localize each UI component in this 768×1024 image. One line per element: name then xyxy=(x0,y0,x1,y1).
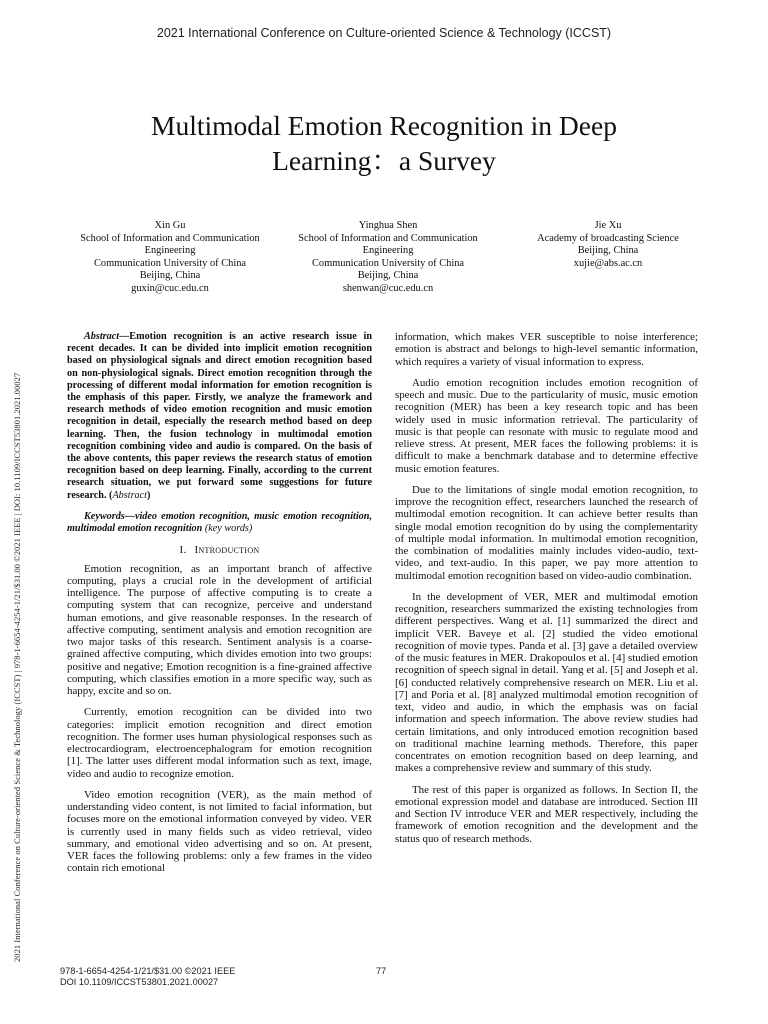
abstract-close: ) xyxy=(146,489,151,501)
title-line-2: Learning：a Survey xyxy=(272,145,496,176)
keywords-tail: (key words) xyxy=(204,523,253,535)
right-column xyxy=(395,331,698,854)
section-heading-introduction xyxy=(67,544,372,556)
author-name: Yinghua Shen xyxy=(358,220,418,231)
author-organization: Communication University of China xyxy=(311,257,465,269)
section-title: Introduction xyxy=(194,544,260,557)
author-affiliation: Engineering xyxy=(144,245,196,257)
footer-doi: DOI 10.1109/ICCST53801.2021.00027 xyxy=(60,977,219,987)
author-affiliation: School of Information and Communication xyxy=(80,232,260,244)
body-paragraph: information, which makes VER susceptible to noise interference; emotion is abstract and belongs to high-level semantic information, which requires a variety of visual information to express. xyxy=(395,331,698,368)
author-organization: Communication University of China xyxy=(93,257,247,269)
body-paragraph: In the development of VER, MER and multimodal emotion recognition, researchers summarized the existing technologies from different perspectives. Wang et al. [1] summarized the direct and implicit VER. Baveye et al. [2] studied the video emotional recognition of movie types. Panda et al. [3] gave a detailed overview of the music features in MER. Drakopoulos et al. [4] studied emotion recognition of speech signal in detail. Yang et al. [5] and Joseph et al. [6] conducted relatively comprehensive research on MER. Liu et al. [7] and Poria et al. [8] analyzed multimodal emotion recognition of text, video and audio, in which the emphasis was on facial information and speech information. The above review studies had certain limitations, and only introduced emotion recognition based on traditional machine learning methods. Therefore, this paper concentrates on emotion recognition based on deep learning, and makes a comprehensive review and summary of this study. xyxy=(395,590,698,775)
author-2 xyxy=(278,220,498,296)
author-1 xyxy=(60,220,280,296)
left-column xyxy=(67,331,372,884)
abstract xyxy=(67,331,372,502)
author-affiliation: School of Information and Communication xyxy=(298,232,478,244)
body-paragraph: Emotion recognition, as an important branch of affective computing, plays a crucial role in the development of artificial intelligence. The purpose of affective computing is to create a computing system that can recognize, perceive and understand human emotions, and give reasonable responses. In the research of affective computing, sentiment analysis and emotion recognition are two major tasks of this research. Sentiment analysis is a coarse-grained affective computing, which divides emotion into two groups: positive and negative; Emotion recognition is a fine-grained affective computing, which classifies emotion in a more specific way, such as happy, excite and so on. xyxy=(67,562,372,697)
author-city: Beijing, China xyxy=(139,270,201,282)
author-3 xyxy=(498,220,718,270)
body-paragraph: Video emotion recognition (VER), as the main method of understanding video content, is not limited to facial information, but focuses more on the emotional information conveyed by video. VER is currently used in many fields such as video retrieval, video summary, and emotional video advertising and so on. At present, VER faces the following problems: only a few frames in the video contain rich emotional xyxy=(67,788,372,875)
abstract-tail: Abstract xyxy=(112,489,147,501)
author-city: Beijing, China xyxy=(357,270,419,282)
body-paragraph: The rest of this paper is organized as follows. In Section II, the emotional expression model and database are introduced. Section III and Section IV introduce VER and MER respectively, including the framework of emotion recognition and the development and the status quo of research methods. xyxy=(395,783,698,845)
paper-title xyxy=(80,108,688,178)
title-line-1: Multimodal Emotion Recognition in Deep xyxy=(151,110,617,141)
body-paragraph: Currently, emotion recognition can be divided into two categories: implicit emotion recognition and direct emotion recognition. The former uses human physiological responses such as electrocardiogram, electroencephalogram for emotion recognition [1]. The latter uses different modal information such as text, image, video and audio to recognize emotion. xyxy=(67,706,372,780)
body-paragraph: Audio emotion recognition includes emotion recognition of speech and music. Due to the particularity of music, music emotion recognition (MER) has been a key research topic and has been widely used in music information retrieval. The particularity of music is that people can resonate with music to regulate mood and relieve stress. At present, MER faces the following problems: it is difficult to make a benchmark database and to determine effective music emotion features. xyxy=(395,376,698,475)
author-name: Jie Xu xyxy=(594,220,622,231)
author-affiliation: Academy of broadcasting Science xyxy=(537,232,679,244)
author-email[interactable]: guxin@cuc.edu.cn xyxy=(131,282,209,294)
abstract-text: —Emotion recognition is an active research issue in recent decades. It can be divided into implicit emotion recognition based on physiological signals and direct emotion recognition based on non-physiological signals. Direct emotion recognition through the processing of different modal information for emotion recognition is the emphasis of this paper. Firstly, we analyze the framework and research methods of video emotion recognition and music emotion recognition in detail, especially the research method based on deep learning. Then, the fusion technology in multimodal emotion recognition combining video and audio is compared. On the basis of the above contents, this paper reviews the research status of emotion recognition based on deep learning. Finally, according to the current research situation, we put forward some suggestions for future research. ( xyxy=(67,331,372,501)
section-number: I. xyxy=(179,544,187,557)
author-email[interactable]: shenwan@cuc.edu.cn xyxy=(342,282,434,294)
keywords xyxy=(67,511,372,535)
side-citation: 2021 International Conference on Culture-oriented Science & Technology (ICCST) | 978-1-6654-4254-1/21/$31.00 ©2021 IEEE | DOI: 10.1109/ICCST53801.2021.00027 xyxy=(13,372,22,962)
conference-header: 2021 International Conference on Culture-oriented Science & Technology (ICCST) xyxy=(156,26,612,40)
author-name: Xin Gu xyxy=(154,220,186,231)
footer-isbn: 978-1-6654-4254-1/21/$31.00 ©2021 IEEE xyxy=(60,966,236,976)
keywords-text: Keywords—video emotion recognition, music emotion recognition, multimodal emotion recognition xyxy=(67,510,372,535)
body-paragraph: Due to the limitations of single modal emotion recognition, to improve the recognition effect, researchers launched the research of multimodal emotion recognition. It can achieve better results than single modal emotion recognition do by using the complementarity of multiple modal information. In multimodal emotion recognition, the combination of modalities mainly includes video-audio, text-video, and text-audio. In this paper, we pay more attention to multimodal emotion recognition based on video-audio combination. xyxy=(395,483,698,582)
author-city: Beijing, China xyxy=(577,245,639,257)
author-affiliation: Engineering xyxy=(362,245,414,257)
page-number: 77 xyxy=(376,966,387,976)
author-email[interactable]: xujie@abs.ac.cn xyxy=(573,257,643,269)
abstract-label: Abstract xyxy=(84,331,120,342)
footer-copyright xyxy=(60,966,235,988)
